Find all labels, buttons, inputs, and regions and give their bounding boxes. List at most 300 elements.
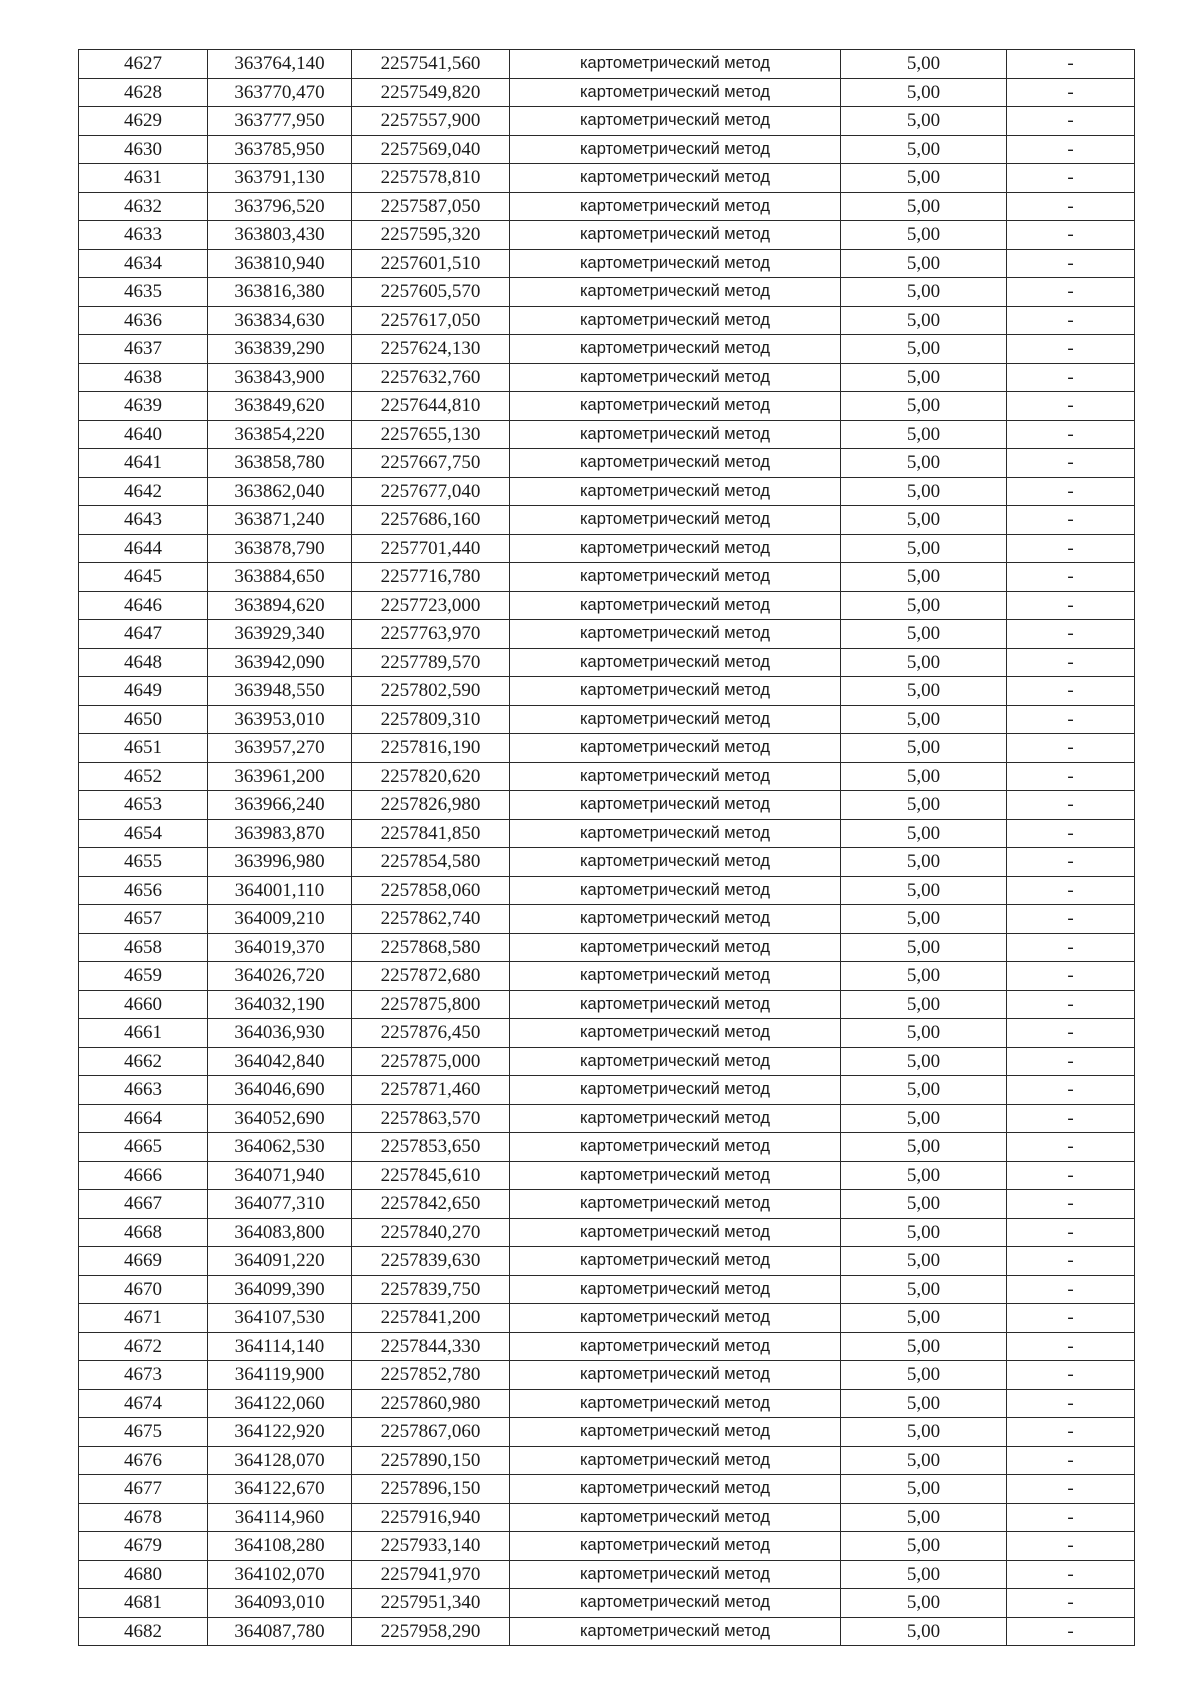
point-number-cell: 4673: [79, 1361, 208, 1390]
accuracy-cell: 5,00: [841, 1161, 1007, 1190]
point-number-cell: 4657: [79, 905, 208, 934]
x-coordinate-cell: 363803,430: [208, 221, 352, 250]
table-row: [79, 420, 1135, 449]
method-cell: картометрический метод: [510, 78, 841, 107]
y-coordinate-cell: 2257605,570: [352, 278, 510, 307]
accuracy-cell: 5,00: [841, 848, 1007, 877]
y-coordinate-cell: 2257871,460: [352, 1076, 510, 1105]
x-coordinate-cell: 364019,370: [208, 933, 352, 962]
table-row: [79, 221, 1135, 250]
table-row: [79, 50, 1135, 79]
note-cell: -: [1007, 962, 1135, 991]
method-cell: картометрический метод: [510, 1275, 841, 1304]
x-coordinate-cell: 364071,940: [208, 1161, 352, 1190]
y-coordinate-cell: 2257587,050: [352, 192, 510, 221]
accuracy-cell: 5,00: [841, 164, 1007, 193]
accuracy-cell: 5,00: [841, 306, 1007, 335]
x-coordinate-cell: 364083,800: [208, 1218, 352, 1247]
accuracy-cell: 5,00: [841, 449, 1007, 478]
method-cell: картометрический метод: [510, 506, 841, 535]
y-coordinate-cell: 2257667,750: [352, 449, 510, 478]
y-coordinate-cell: 2257844,330: [352, 1332, 510, 1361]
note-cell: -: [1007, 762, 1135, 791]
method-cell: картометрический метод: [510, 1190, 841, 1219]
method-cell: картометрический метод: [510, 933, 841, 962]
note-cell: -: [1007, 990, 1135, 1019]
point-number-cell: 4682: [79, 1617, 208, 1646]
accuracy-cell: 5,00: [841, 905, 1007, 934]
method-cell: картометрический метод: [510, 620, 841, 649]
table-row: [79, 506, 1135, 535]
y-coordinate-cell: 2257845,610: [352, 1161, 510, 1190]
method-cell: картометрический метод: [510, 192, 841, 221]
x-coordinate-cell: 364046,690: [208, 1076, 352, 1105]
note-cell: -: [1007, 1019, 1135, 1048]
method-cell: картометрический метод: [510, 990, 841, 1019]
table-row: [79, 962, 1135, 991]
accuracy-cell: 5,00: [841, 221, 1007, 250]
table-row: [79, 534, 1135, 563]
x-coordinate-cell: 364122,060: [208, 1389, 352, 1418]
method-cell: картометрический метод: [510, 363, 841, 392]
table-row: [79, 591, 1135, 620]
y-coordinate-cell: 2257632,760: [352, 363, 510, 392]
y-coordinate-cell: 2257601,510: [352, 249, 510, 278]
table-row: [79, 1418, 1135, 1447]
note-cell: -: [1007, 192, 1135, 221]
coordinates-table: [78, 49, 1135, 1646]
x-coordinate-cell: 364087,780: [208, 1617, 352, 1646]
method-cell: картометрический метод: [510, 734, 841, 763]
point-number-cell: 4653: [79, 791, 208, 820]
accuracy-cell: 5,00: [841, 791, 1007, 820]
x-coordinate-cell: 363785,950: [208, 135, 352, 164]
y-coordinate-cell: 2257872,680: [352, 962, 510, 991]
point-number-cell: 4650: [79, 705, 208, 734]
x-coordinate-cell: 364128,070: [208, 1446, 352, 1475]
note-cell: -: [1007, 449, 1135, 478]
method-cell: картометрический метод: [510, 1560, 841, 1589]
table-row: [79, 933, 1135, 962]
x-coordinate-cell: 363810,940: [208, 249, 352, 278]
point-number-cell: 4633: [79, 221, 208, 250]
method-cell: картометрический метод: [510, 477, 841, 506]
coordinates-table-body: [79, 50, 1135, 1646]
method-cell: картометрический метод: [510, 278, 841, 307]
y-coordinate-cell: 2257655,130: [352, 420, 510, 449]
x-coordinate-cell: 363816,380: [208, 278, 352, 307]
y-coordinate-cell: 2257816,190: [352, 734, 510, 763]
accuracy-cell: 5,00: [841, 1532, 1007, 1561]
table-row: [79, 762, 1135, 791]
y-coordinate-cell: 2257763,970: [352, 620, 510, 649]
accuracy-cell: 5,00: [841, 1332, 1007, 1361]
accuracy-cell: 5,00: [841, 762, 1007, 791]
accuracy-cell: 5,00: [841, 335, 1007, 364]
table-row: [79, 1503, 1135, 1532]
note-cell: -: [1007, 1560, 1135, 1589]
y-coordinate-cell: 2257595,320: [352, 221, 510, 250]
accuracy-cell: 5,00: [841, 1275, 1007, 1304]
accuracy-cell: 5,00: [841, 1560, 1007, 1589]
point-number-cell: 4638: [79, 363, 208, 392]
x-coordinate-cell: 364122,920: [208, 1418, 352, 1447]
point-number-cell: 4680: [79, 1560, 208, 1589]
table-row: [79, 563, 1135, 592]
point-number-cell: 4669: [79, 1247, 208, 1276]
point-number-cell: 4679: [79, 1532, 208, 1561]
x-coordinate-cell: 363854,220: [208, 420, 352, 449]
method-cell: картометрический метод: [510, 107, 841, 136]
accuracy-cell: 5,00: [841, 1446, 1007, 1475]
method-cell: картометрический метод: [510, 534, 841, 563]
note-cell: -: [1007, 905, 1135, 934]
y-coordinate-cell: 2257875,800: [352, 990, 510, 1019]
table-row: [79, 335, 1135, 364]
point-number-cell: 4642: [79, 477, 208, 506]
x-coordinate-cell: 363871,240: [208, 506, 352, 535]
method-cell: картометрический метод: [510, 164, 841, 193]
x-coordinate-cell: 364001,110: [208, 876, 352, 905]
note-cell: -: [1007, 221, 1135, 250]
y-coordinate-cell: 2257862,740: [352, 905, 510, 934]
method-cell: картометрический метод: [510, 1047, 841, 1076]
table-row: [79, 1446, 1135, 1475]
note-cell: -: [1007, 1475, 1135, 1504]
note-cell: -: [1007, 420, 1135, 449]
method-cell: картометрический метод: [510, 50, 841, 79]
note-cell: -: [1007, 1361, 1135, 1390]
accuracy-cell: 5,00: [841, 278, 1007, 307]
y-coordinate-cell: 2257809,310: [352, 705, 510, 734]
note-cell: -: [1007, 933, 1135, 962]
x-coordinate-cell: 363858,780: [208, 449, 352, 478]
x-coordinate-cell: 363764,140: [208, 50, 352, 79]
method-cell: картометрический метод: [510, 392, 841, 421]
x-coordinate-cell: 363957,270: [208, 734, 352, 763]
x-coordinate-cell: 363953,010: [208, 705, 352, 734]
y-coordinate-cell: 2257716,780: [352, 563, 510, 592]
accuracy-cell: 5,00: [841, 1304, 1007, 1333]
y-coordinate-cell: 2257890,150: [352, 1446, 510, 1475]
y-coordinate-cell: 2257686,160: [352, 506, 510, 535]
note-cell: -: [1007, 563, 1135, 592]
table-row: [79, 1304, 1135, 1333]
y-coordinate-cell: 2257840,270: [352, 1218, 510, 1247]
y-coordinate-cell: 2257875,000: [352, 1047, 510, 1076]
method-cell: картометрический метод: [510, 1104, 841, 1133]
method-cell: картометрический метод: [510, 1076, 841, 1105]
accuracy-cell: 5,00: [841, 78, 1007, 107]
x-coordinate-cell: 364114,140: [208, 1332, 352, 1361]
point-number-cell: 4643: [79, 506, 208, 535]
x-coordinate-cell: 364119,900: [208, 1361, 352, 1390]
y-coordinate-cell: 2257842,650: [352, 1190, 510, 1219]
accuracy-cell: 5,00: [841, 1076, 1007, 1105]
accuracy-cell: 5,00: [841, 819, 1007, 848]
point-number-cell: 4637: [79, 335, 208, 364]
accuracy-cell: 5,00: [841, 876, 1007, 905]
point-number-cell: 4661: [79, 1019, 208, 1048]
y-coordinate-cell: 2257852,780: [352, 1361, 510, 1390]
table-row: [79, 1133, 1135, 1162]
point-number-cell: 4678: [79, 1503, 208, 1532]
accuracy-cell: 5,00: [841, 648, 1007, 677]
note-cell: -: [1007, 335, 1135, 364]
y-coordinate-cell: 2257958,290: [352, 1617, 510, 1646]
note-cell: -: [1007, 1532, 1135, 1561]
method-cell: картометрический метод: [510, 335, 841, 364]
point-number-cell: 4631: [79, 164, 208, 193]
y-coordinate-cell: 2257820,620: [352, 762, 510, 791]
accuracy-cell: 5,00: [841, 1617, 1007, 1646]
x-coordinate-cell: 364032,190: [208, 990, 352, 1019]
table-row: [79, 1019, 1135, 1048]
table-row: [79, 1190, 1135, 1219]
accuracy-cell: 5,00: [841, 1218, 1007, 1247]
point-number-cell: 4649: [79, 677, 208, 706]
table-row: [79, 1361, 1135, 1390]
method-cell: картометрический метод: [510, 135, 841, 164]
method-cell: картометрический метод: [510, 1332, 841, 1361]
accuracy-cell: 5,00: [841, 135, 1007, 164]
y-coordinate-cell: 2257549,820: [352, 78, 510, 107]
x-coordinate-cell: 363948,550: [208, 677, 352, 706]
method-cell: картометрический метод: [510, 648, 841, 677]
y-coordinate-cell: 2257896,150: [352, 1475, 510, 1504]
note-cell: -: [1007, 648, 1135, 677]
note-cell: -: [1007, 363, 1135, 392]
x-coordinate-cell: 364052,690: [208, 1104, 352, 1133]
y-coordinate-cell: 2257839,630: [352, 1247, 510, 1276]
point-number-cell: 4645: [79, 563, 208, 592]
method-cell: картометрический метод: [510, 848, 841, 877]
point-number-cell: 4628: [79, 78, 208, 107]
accuracy-cell: 5,00: [841, 1247, 1007, 1276]
y-coordinate-cell: 2257951,340: [352, 1589, 510, 1618]
x-coordinate-cell: 364026,720: [208, 962, 352, 991]
accuracy-cell: 5,00: [841, 249, 1007, 278]
point-number-cell: 4646: [79, 591, 208, 620]
x-coordinate-cell: 363839,290: [208, 335, 352, 364]
note-cell: -: [1007, 534, 1135, 563]
note-cell: -: [1007, 620, 1135, 649]
accuracy-cell: 5,00: [841, 1589, 1007, 1618]
note-cell: -: [1007, 1218, 1135, 1247]
table-row: [79, 306, 1135, 335]
point-number-cell: 4648: [79, 648, 208, 677]
accuracy-cell: 5,00: [841, 1475, 1007, 1504]
point-number-cell: 4665: [79, 1133, 208, 1162]
accuracy-cell: 5,00: [841, 1361, 1007, 1390]
y-coordinate-cell: 2257854,580: [352, 848, 510, 877]
table-row: [79, 135, 1135, 164]
x-coordinate-cell: 363983,870: [208, 819, 352, 848]
method-cell: картометрический метод: [510, 705, 841, 734]
x-coordinate-cell: 364077,310: [208, 1190, 352, 1219]
accuracy-cell: 5,00: [841, 363, 1007, 392]
y-coordinate-cell: 2257916,940: [352, 1503, 510, 1532]
point-number-cell: 4677: [79, 1475, 208, 1504]
point-number-cell: 4676: [79, 1446, 208, 1475]
note-cell: -: [1007, 1589, 1135, 1618]
y-coordinate-cell: 2257858,060: [352, 876, 510, 905]
method-cell: картометрический метод: [510, 1019, 841, 1048]
table-row: [79, 1218, 1135, 1247]
method-cell: картометрический метод: [510, 1133, 841, 1162]
accuracy-cell: 5,00: [841, 933, 1007, 962]
note-cell: -: [1007, 135, 1135, 164]
point-number-cell: 4670: [79, 1275, 208, 1304]
accuracy-cell: 5,00: [841, 620, 1007, 649]
y-coordinate-cell: 2257789,570: [352, 648, 510, 677]
y-coordinate-cell: 2257677,040: [352, 477, 510, 506]
x-coordinate-cell: 363929,340: [208, 620, 352, 649]
point-number-cell: 4652: [79, 762, 208, 791]
table-row: [79, 1617, 1135, 1646]
point-number-cell: 4668: [79, 1218, 208, 1247]
note-cell: -: [1007, 1617, 1135, 1646]
method-cell: картометрический метод: [510, 1218, 841, 1247]
note-cell: -: [1007, 1418, 1135, 1447]
point-number-cell: 4663: [79, 1076, 208, 1105]
y-coordinate-cell: 2257644,810: [352, 392, 510, 421]
note-cell: -: [1007, 591, 1135, 620]
y-coordinate-cell: 2257933,140: [352, 1532, 510, 1561]
accuracy-cell: 5,00: [841, 563, 1007, 592]
method-cell: картометрический метод: [510, 677, 841, 706]
table-row: [79, 1275, 1135, 1304]
point-number-cell: 4662: [79, 1047, 208, 1076]
note-cell: -: [1007, 876, 1135, 905]
note-cell: -: [1007, 1047, 1135, 1076]
table-row: [79, 1589, 1135, 1618]
table-row: [79, 791, 1135, 820]
x-coordinate-cell: 364114,960: [208, 1503, 352, 1532]
method-cell: картометрический метод: [510, 249, 841, 278]
method-cell: картометрический метод: [510, 1446, 841, 1475]
accuracy-cell: 5,00: [841, 50, 1007, 79]
method-cell: картометрический метод: [510, 420, 841, 449]
method-cell: картометрический метод: [510, 962, 841, 991]
point-number-cell: 4655: [79, 848, 208, 877]
x-coordinate-cell: 363770,470: [208, 78, 352, 107]
table-row: [79, 363, 1135, 392]
method-cell: картометрический метод: [510, 819, 841, 848]
y-coordinate-cell: 2257863,570: [352, 1104, 510, 1133]
table-row: [79, 1247, 1135, 1276]
method-cell: картометрический метод: [510, 1589, 841, 1618]
table-row: [79, 1475, 1135, 1504]
table-row: [79, 1389, 1135, 1418]
accuracy-cell: 5,00: [841, 392, 1007, 421]
table-row: [79, 1332, 1135, 1361]
point-number-cell: 4639: [79, 392, 208, 421]
accuracy-cell: 5,00: [841, 1418, 1007, 1447]
point-number-cell: 4651: [79, 734, 208, 763]
y-coordinate-cell: 2257569,040: [352, 135, 510, 164]
note-cell: -: [1007, 249, 1135, 278]
x-coordinate-cell: 363834,630: [208, 306, 352, 335]
y-coordinate-cell: 2257541,560: [352, 50, 510, 79]
note-cell: -: [1007, 705, 1135, 734]
method-cell: картометрический метод: [510, 1304, 841, 1333]
y-coordinate-cell: 2257723,000: [352, 591, 510, 620]
accuracy-cell: 5,00: [841, 1104, 1007, 1133]
y-coordinate-cell: 2257826,980: [352, 791, 510, 820]
point-number-cell: 4634: [79, 249, 208, 278]
method-cell: картометрический метод: [510, 591, 841, 620]
x-coordinate-cell: 363862,040: [208, 477, 352, 506]
note-cell: -: [1007, 677, 1135, 706]
point-number-cell: 4672: [79, 1332, 208, 1361]
point-number-cell: 4656: [79, 876, 208, 905]
table-row: [79, 278, 1135, 307]
accuracy-cell: 5,00: [841, 677, 1007, 706]
point-number-cell: 4664: [79, 1104, 208, 1133]
y-coordinate-cell: 2257578,810: [352, 164, 510, 193]
point-number-cell: 4647: [79, 620, 208, 649]
accuracy-cell: 5,00: [841, 962, 1007, 991]
table-row: [79, 1047, 1135, 1076]
method-cell: картометрический метод: [510, 1617, 841, 1646]
accuracy-cell: 5,00: [841, 1503, 1007, 1532]
y-coordinate-cell: 2257876,450: [352, 1019, 510, 1048]
table-row: [79, 990, 1135, 1019]
table-row: [79, 705, 1135, 734]
point-number-cell: 4666: [79, 1161, 208, 1190]
method-cell: картометрический метод: [510, 876, 841, 905]
point-number-cell: 4681: [79, 1589, 208, 1618]
x-coordinate-cell: 363942,090: [208, 648, 352, 677]
note-cell: -: [1007, 306, 1135, 335]
point-number-cell: 4632: [79, 192, 208, 221]
point-number-cell: 4640: [79, 420, 208, 449]
note-cell: -: [1007, 1247, 1135, 1276]
table-row: [79, 107, 1135, 136]
x-coordinate-cell: 363791,130: [208, 164, 352, 193]
x-coordinate-cell: 364036,930: [208, 1019, 352, 1048]
accuracy-cell: 5,00: [841, 1019, 1007, 1048]
table-row: [79, 905, 1135, 934]
accuracy-cell: 5,00: [841, 477, 1007, 506]
method-cell: картометрический метод: [510, 1475, 841, 1504]
y-coordinate-cell: 2257624,130: [352, 335, 510, 364]
accuracy-cell: 5,00: [841, 1047, 1007, 1076]
table-row: [79, 677, 1135, 706]
x-coordinate-cell: 364102,070: [208, 1560, 352, 1589]
point-number-cell: 4675: [79, 1418, 208, 1447]
table-row: [79, 1161, 1135, 1190]
note-cell: -: [1007, 506, 1135, 535]
x-coordinate-cell: 363843,900: [208, 363, 352, 392]
point-number-cell: 4644: [79, 534, 208, 563]
table-row: [79, 1560, 1135, 1589]
table-row: [79, 876, 1135, 905]
y-coordinate-cell: 2257802,590: [352, 677, 510, 706]
table-row: [79, 164, 1135, 193]
accuracy-cell: 5,00: [841, 534, 1007, 563]
method-cell: картометрический метод: [510, 221, 841, 250]
x-coordinate-cell: 363849,620: [208, 392, 352, 421]
point-number-cell: 4671: [79, 1304, 208, 1333]
note-cell: -: [1007, 819, 1135, 848]
note-cell: -: [1007, 734, 1135, 763]
note-cell: -: [1007, 1503, 1135, 1532]
point-number-cell: 4630: [79, 135, 208, 164]
accuracy-cell: 5,00: [841, 506, 1007, 535]
method-cell: картометрический метод: [510, 1247, 841, 1276]
